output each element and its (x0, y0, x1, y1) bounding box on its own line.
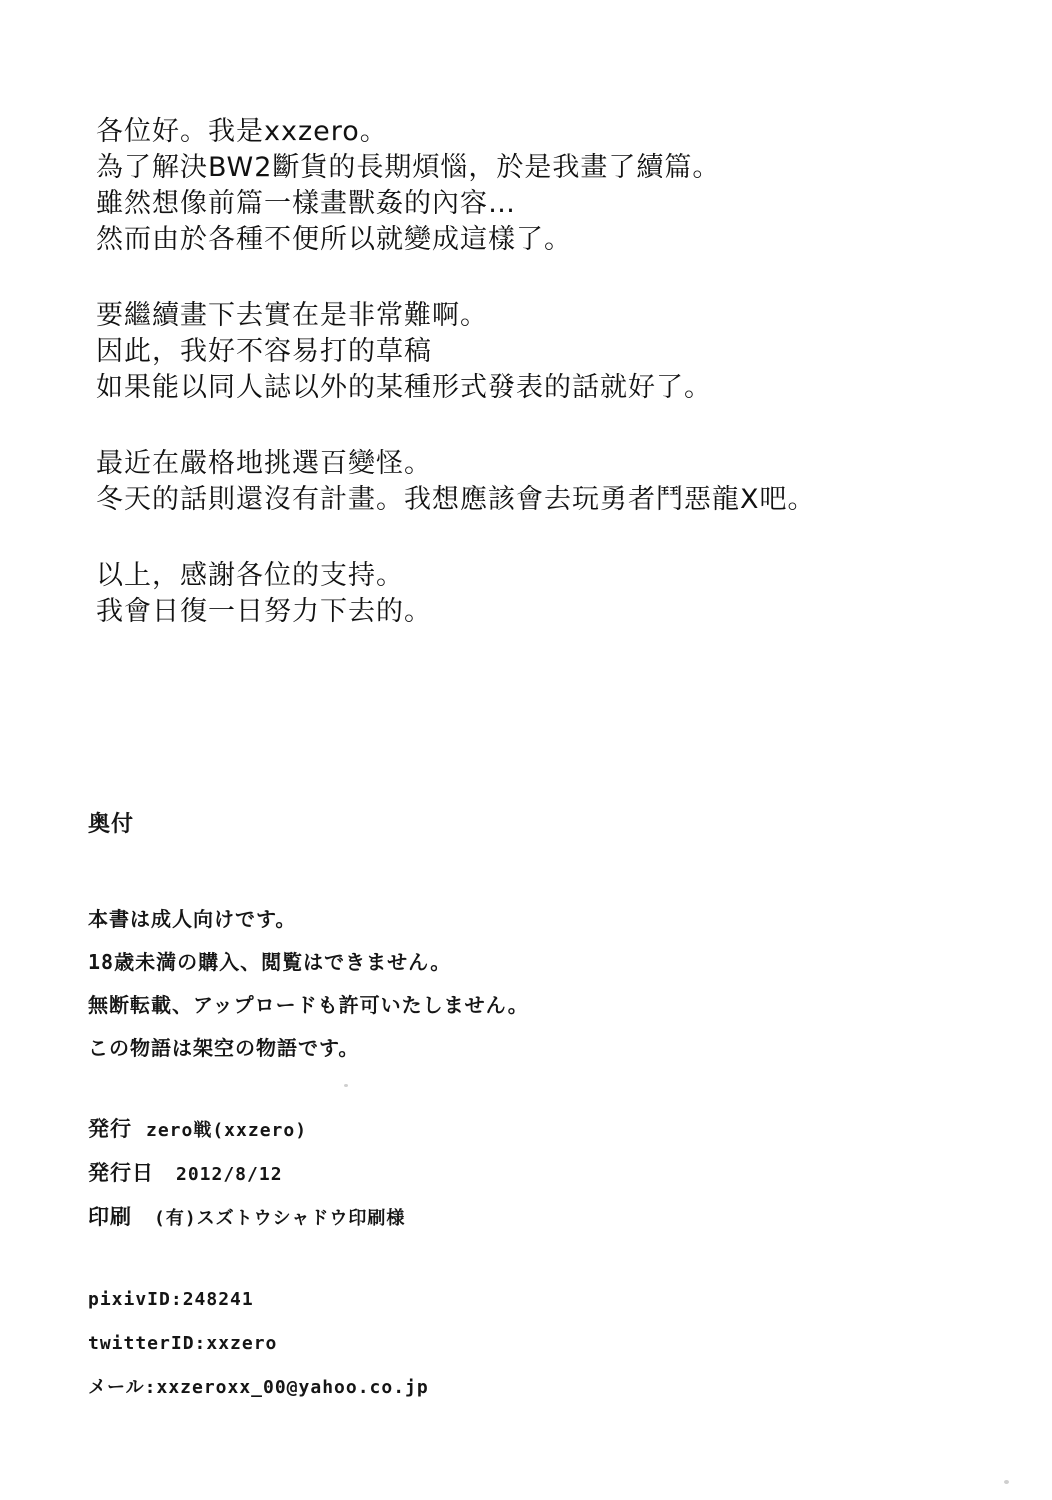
date-row (88, 1152, 968, 1196)
afterword-paragraph (96, 558, 996, 630)
scan-speck (344, 1084, 348, 1087)
afterword-line: 以上，感謝各位的支持。 (96, 560, 404, 591)
date-label: 発行日 (88, 1161, 154, 1185)
date-value: 2012/8/12 (176, 1164, 283, 1185)
afterword-line: 冬天的話則還沒有計畫。我想應該會去玩勇者鬥惡龍X吧。 (96, 484, 816, 515)
afterword-line: 各位好。我是xxzero。 (96, 116, 388, 147)
colophon-heading: 奥付 (88, 812, 135, 837)
publication-info (88, 1108, 968, 1240)
publisher-label: 発行 (88, 1117, 132, 1141)
afterword-line: 雖然想像前篇一樣畫獸姦的內容… (96, 188, 516, 219)
colophon (88, 810, 968, 1410)
afterword-line: 我會日復一日努力下去的。 (96, 596, 432, 627)
afterword-text (96, 114, 996, 670)
colophon-notices (88, 898, 968, 1070)
afterword-paragraph (96, 114, 996, 258)
afterword-line: 要繼續畫下去實在是非常難啊。 (96, 300, 488, 331)
twitter-id: twitterID:xxzero (88, 1333, 278, 1354)
printer-label: 印刷 (88, 1205, 132, 1229)
pixiv-id: pixivID:248241 (88, 1289, 254, 1310)
notice-line: 18歳未満の購入、閲覧はできません。 (88, 950, 452, 974)
publisher-value: zero戦(xxzero) (146, 1120, 308, 1141)
afterword-line: 最近在嚴格地挑選百變怪。 (96, 448, 432, 479)
notice-line: 本書は成人向けです。 (88, 907, 297, 931)
afterword-line: 如果能以同人誌以外的某種形式發表的話就好了。 (96, 372, 712, 403)
afterword-line: 因此，我好不容易打的草稿 (96, 336, 432, 367)
printer-row (88, 1196, 968, 1240)
notice-line: 無断転載、アップロードも許可いたしません。 (88, 993, 529, 1017)
email-address: メール:xxzeroxx_00@yahoo.co.jp (88, 1377, 429, 1398)
afterword-paragraph (96, 298, 996, 406)
printer-value: (有)スズトウシャドウ印刷様 (154, 1208, 406, 1229)
contact-info (88, 1278, 968, 1410)
afterword-line: 然而由於各種不便所以就變成這樣了。 (96, 224, 572, 255)
publisher-row (88, 1108, 968, 1152)
scan-speck (1004, 1480, 1009, 1484)
afterword-paragraph (96, 446, 996, 518)
afterword-line: 為了解決BW2斷貨的長期煩惱，於是我畫了續篇。 (96, 152, 721, 183)
notice-line: この物語は架空の物語です。 (88, 1036, 360, 1060)
